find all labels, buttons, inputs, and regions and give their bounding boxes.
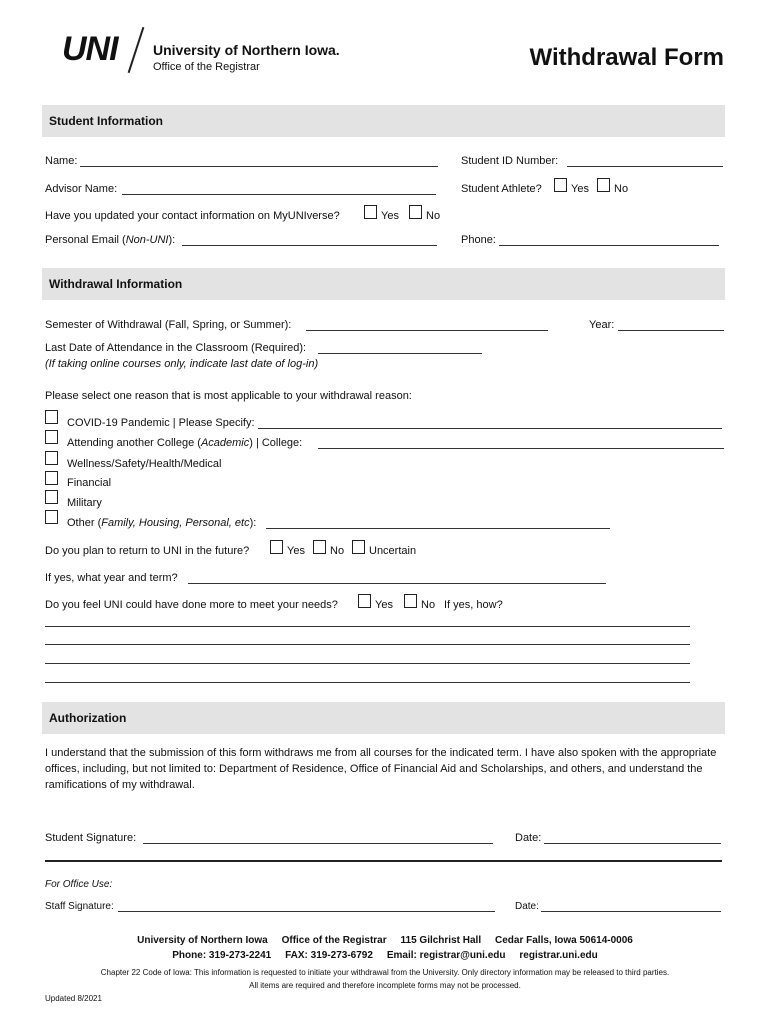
uni-more-label: Do you feel UNI could have done more to meet your needs? bbox=[45, 599, 338, 611]
athlete-yes-checkbox[interactable] bbox=[554, 178, 567, 192]
advisor-field[interactable] bbox=[122, 194, 436, 195]
authorization-header bbox=[42, 702, 725, 734]
footer-legal-1: Chapter 22 Code of Iowa: This information is requested to initiate your withdrawal from the University. Only directory information may be released to third parties. bbox=[100, 968, 670, 977]
student-signature-field[interactable] bbox=[143, 843, 493, 844]
covid-specify-field[interactable] bbox=[258, 428, 722, 429]
comment-line[interactable] bbox=[45, 682, 690, 683]
reason-financial-checkbox[interactable] bbox=[45, 471, 58, 485]
staff-signature-label: Staff Signature: bbox=[45, 901, 114, 912]
logo-university-name: University of Northern Iowa. bbox=[153, 42, 340, 58]
college-label-italic: Academic bbox=[200, 437, 250, 449]
phone-field[interactable] bbox=[499, 245, 719, 246]
contact-no-checkbox[interactable] bbox=[409, 205, 422, 219]
name-label: Name: bbox=[45, 155, 78, 167]
return-label: Do you plan to return to UNI in the future? bbox=[45, 545, 250, 557]
student-info-header bbox=[42, 105, 725, 137]
withdrawal-info-header bbox=[42, 268, 725, 300]
withdrawal-info-title: Withdrawal Information bbox=[49, 277, 183, 291]
contact-no-label: No bbox=[426, 210, 441, 222]
last-date-note: (If taking online courses only, indicate last date of log-in) bbox=[45, 358, 319, 370]
comment-line[interactable] bbox=[45, 663, 690, 664]
year-label: Year: bbox=[589, 319, 615, 331]
last-date-field[interactable] bbox=[318, 353, 482, 354]
authorization-title: Authorization bbox=[49, 711, 127, 725]
college-field[interactable] bbox=[318, 448, 724, 449]
semester-field[interactable] bbox=[306, 330, 548, 331]
office-divider bbox=[45, 860, 722, 862]
other-label-end: ): bbox=[249, 517, 257, 529]
more-yes-checkbox[interactable] bbox=[358, 594, 371, 608]
logo-slash bbox=[128, 27, 145, 73]
return-no-checkbox[interactable] bbox=[313, 540, 326, 554]
other-label-start: Other ( bbox=[67, 517, 102, 529]
year-term-label: If yes, what year and term? bbox=[45, 572, 178, 584]
return-uncertain-checkbox[interactable] bbox=[352, 540, 365, 554]
contact-yes-checkbox[interactable] bbox=[364, 205, 377, 219]
last-date-label: Last Date of Attendance in the Classroom (Required): bbox=[45, 342, 307, 354]
student-date-field[interactable] bbox=[544, 843, 721, 844]
personal-email-field[interactable] bbox=[182, 245, 437, 246]
college-label-start: Attending another College ( bbox=[67, 437, 201, 449]
student-id-field[interactable] bbox=[567, 166, 723, 167]
other-reason-field[interactable] bbox=[266, 528, 610, 529]
other-label-italic: Family, Housing, Personal, etc bbox=[101, 517, 250, 529]
athlete-no-label: No bbox=[614, 183, 629, 195]
return-uncertain-label: Uncertain bbox=[369, 545, 417, 557]
footer-contact: Phone: 319-273-2241 FAX: 319-273-6792 Email: registrar@uni.edu registrar.uni.edu bbox=[172, 950, 598, 961]
email-label-italic: Non-UNI bbox=[125, 234, 169, 246]
year-field[interactable] bbox=[618, 330, 724, 331]
staff-date-label: Date: bbox=[515, 901, 539, 912]
return-yes-checkbox[interactable] bbox=[270, 540, 283, 554]
contact-updated-label: Have you updated your contact information on MyUNIverse? bbox=[45, 210, 340, 222]
email-label-end: ): bbox=[168, 234, 176, 246]
return-no-label: No bbox=[330, 545, 345, 557]
email-label-start: Personal Email ( bbox=[45, 234, 126, 246]
uni-logo-mark: UNI bbox=[62, 30, 118, 68]
reason-covid-checkbox[interactable] bbox=[45, 410, 58, 424]
reason-college-label bbox=[67, 437, 302, 449]
name-field[interactable] bbox=[80, 166, 438, 167]
student-info-title: Student Information bbox=[49, 114, 163, 128]
student-id-label: Student ID Number: bbox=[461, 155, 559, 167]
office-use-title: For Office Use: bbox=[45, 879, 113, 890]
comment-line[interactable] bbox=[45, 644, 690, 645]
reason-military-label: Military bbox=[67, 497, 102, 509]
reason-financial-label: Financial bbox=[67, 477, 112, 489]
semester-label: Semester of Withdrawal (Fall, Spring, or Summer): bbox=[45, 319, 292, 331]
form-title: Withdrawal Form bbox=[529, 44, 724, 71]
athlete-no-checkbox[interactable] bbox=[597, 178, 610, 192]
advisor-label: Advisor Name: bbox=[45, 183, 118, 195]
reason-wellness-checkbox[interactable] bbox=[45, 451, 58, 465]
footer-address: University of Northern Iowa Office of the Registrar 115 Gilchrist Hall Cedar Falls, Iowa 50614-0006 bbox=[137, 935, 633, 946]
staff-date-field[interactable] bbox=[541, 911, 721, 912]
reason-other-checkbox[interactable] bbox=[45, 510, 58, 524]
reason-covid-label: COVID-19 Pandemic | Please Specify: bbox=[67, 417, 255, 429]
reason-prompt: Please select one reason that is most applicable to your withdrawal reason: bbox=[45, 390, 412, 402]
reason-wellness-label: Wellness/Safety/Health/Medical bbox=[67, 458, 222, 470]
updated-date: Updated 8/2021 bbox=[45, 994, 102, 1003]
student-date-label: Date: bbox=[515, 832, 542, 844]
return-yes-label: Yes bbox=[287, 545, 305, 557]
more-no-label: No bbox=[421, 599, 436, 611]
more-yes-label: Yes bbox=[375, 599, 393, 611]
authorization-statement: I understand that the submission of this form withdraws me from all courses for the indicated term. I have also spoken with the appropriate offices, including, but not limited to: Department of Residence, Office of Financial Aid and Scholarships, and others, and understand the ramifications of my withdrawal. bbox=[45, 747, 717, 791]
college-label-end: ) | College: bbox=[249, 437, 303, 449]
reason-college-checkbox[interactable] bbox=[45, 430, 58, 444]
staff-signature-field[interactable] bbox=[118, 911, 495, 912]
student-signature-label: Student Signature: bbox=[45, 832, 137, 844]
athlete-label: Student Athlete? bbox=[461, 183, 542, 195]
contact-yes-label: Yes bbox=[381, 210, 399, 222]
how-label: If yes, how? bbox=[444, 599, 503, 611]
logo-office-name: Office of the Registrar bbox=[153, 61, 260, 73]
reason-other-label bbox=[67, 517, 256, 529]
more-no-checkbox[interactable] bbox=[404, 594, 417, 608]
footer-legal-2: All items are required and therefore incomplete forms may not be processed. bbox=[249, 981, 521, 990]
reason-military-checkbox[interactable] bbox=[45, 490, 58, 504]
personal-email-label bbox=[45, 234, 175, 246]
year-term-field[interactable] bbox=[188, 583, 606, 584]
comment-line[interactable] bbox=[45, 626, 690, 627]
athlete-yes-label: Yes bbox=[571, 183, 589, 195]
phone-label: Phone: bbox=[461, 234, 496, 246]
